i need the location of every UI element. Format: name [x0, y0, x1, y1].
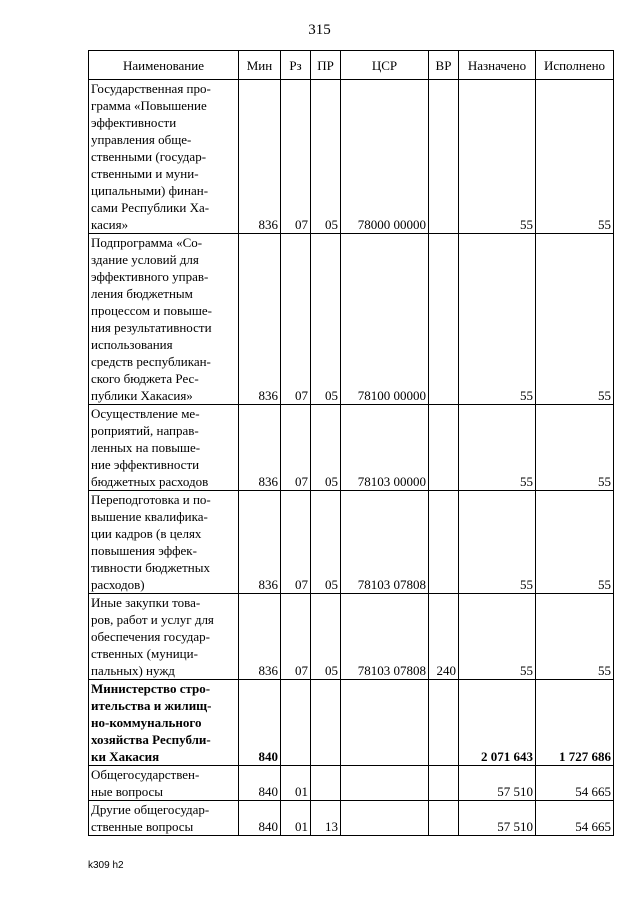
cell-assigned: 55 [459, 491, 536, 594]
header-assigned: Назначено [459, 51, 536, 80]
cell-min: 840 [239, 801, 281, 836]
cell-name: Переподготовка и по- вышение квалифика- ции кадров (в целях повышения эффек- тивности бюджетных расходов) [89, 491, 239, 594]
cell-executed: 54 665 [536, 766, 614, 801]
cell-rz: 07 [281, 594, 311, 680]
cell-name: Общегосударствен- ные вопросы [89, 766, 239, 801]
cell-csr: 78103 07808 [341, 491, 429, 594]
cell-pr: 05 [311, 405, 341, 491]
cell-csr [341, 801, 429, 836]
cell-rz: 07 [281, 234, 311, 405]
cell-name: Государственная про- грамма «Повышение эффективности управления обще- ственными (государ- ственными и муни- ципальными) финан- сами Республики Ха- касия» [89, 80, 239, 234]
cell-name: Другие общегосудар- ственные вопросы [89, 801, 239, 836]
cell-executed: 1 727 686 [536, 680, 614, 766]
cell-pr [311, 766, 341, 801]
table-header-row [89, 51, 614, 80]
header-rz: Рз [281, 51, 311, 80]
cell-min: 836 [239, 234, 281, 405]
cell-name: Осуществление ме- роприятий, направ- ленных на повыше- ние эффективности бюджетных расходов [89, 405, 239, 491]
cell-min: 840 [239, 766, 281, 801]
header-vr: ВР [429, 51, 459, 80]
cell-assigned: 55 [459, 594, 536, 680]
cell-executed: 54 665 [536, 801, 614, 836]
cell-executed: 55 [536, 491, 614, 594]
cell-min: 836 [239, 405, 281, 491]
cell-vr [429, 801, 459, 836]
cell-executed: 55 [536, 234, 614, 405]
cell-name: Иные закупки това- ров, работ и услуг для обеспечения государ- ственных (муници- пальных) нужд [89, 594, 239, 680]
header-csr: ЦСР [341, 51, 429, 80]
cell-csr [341, 680, 429, 766]
cell-rz [281, 680, 311, 766]
cell-min: 840 [239, 680, 281, 766]
cell-vr [429, 680, 459, 766]
cell-min: 836 [239, 594, 281, 680]
cell-assigned: 57 510 [459, 801, 536, 836]
cell-pr: 05 [311, 491, 341, 594]
cell-vr [429, 80, 459, 234]
footer-code: k309 h2 [88, 860, 124, 871]
cell-pr [311, 680, 341, 766]
cell-rz: 01 [281, 801, 311, 836]
cell-name: Министерство стро- ительства и жилищ- но-коммунального хозяйства Республи- ки Хакасия [89, 680, 239, 766]
header-executed: Исполнено [536, 51, 614, 80]
cell-csr: 78100 00000 [341, 234, 429, 405]
budget-table [88, 50, 614, 836]
cell-rz: 01 [281, 766, 311, 801]
cell-csr: 78103 00000 [341, 405, 429, 491]
cell-pr: 05 [311, 594, 341, 680]
cell-pr: 13 [311, 801, 341, 836]
header-min: Мин [239, 51, 281, 80]
cell-name: Подпрограмма «Со- здание условий для эффективного управ- ления бюджетным процессом и повыше- ния результативности использования средств республикан- ского бюджета Рес- публики Хакасия» [89, 234, 239, 405]
header-pr: ПР [311, 51, 341, 80]
cell-executed: 55 [536, 405, 614, 491]
cell-assigned: 2 071 643 [459, 680, 536, 766]
cell-rz: 07 [281, 80, 311, 234]
cell-assigned: 55 [459, 234, 536, 405]
cell-executed: 55 [536, 594, 614, 680]
cell-vr [429, 491, 459, 594]
cell-assigned: 55 [459, 405, 536, 491]
cell-pr: 05 [311, 80, 341, 234]
table-row [89, 405, 614, 491]
page-number: 315 [308, 22, 331, 38]
cell-vr [429, 405, 459, 491]
table-row [89, 594, 614, 680]
cell-executed: 55 [536, 80, 614, 234]
cell-min: 836 [239, 80, 281, 234]
cell-csr [341, 766, 429, 801]
table-row [89, 234, 614, 405]
table-row [89, 491, 614, 594]
cell-vr [429, 234, 459, 405]
table-row [89, 680, 614, 766]
table-row [89, 801, 614, 836]
table-row [89, 766, 614, 801]
cell-assigned: 55 [459, 80, 536, 234]
header-name: Наименование [89, 51, 239, 80]
cell-assigned: 57 510 [459, 766, 536, 801]
table-row [89, 80, 614, 234]
cell-csr: 78103 07808 [341, 594, 429, 680]
cell-csr: 78000 00000 [341, 80, 429, 234]
cell-vr: 240 [429, 594, 459, 680]
cell-pr: 05 [311, 234, 341, 405]
cell-vr [429, 766, 459, 801]
cell-rz: 07 [281, 405, 311, 491]
cell-rz: 07 [281, 491, 311, 594]
cell-min: 836 [239, 491, 281, 594]
